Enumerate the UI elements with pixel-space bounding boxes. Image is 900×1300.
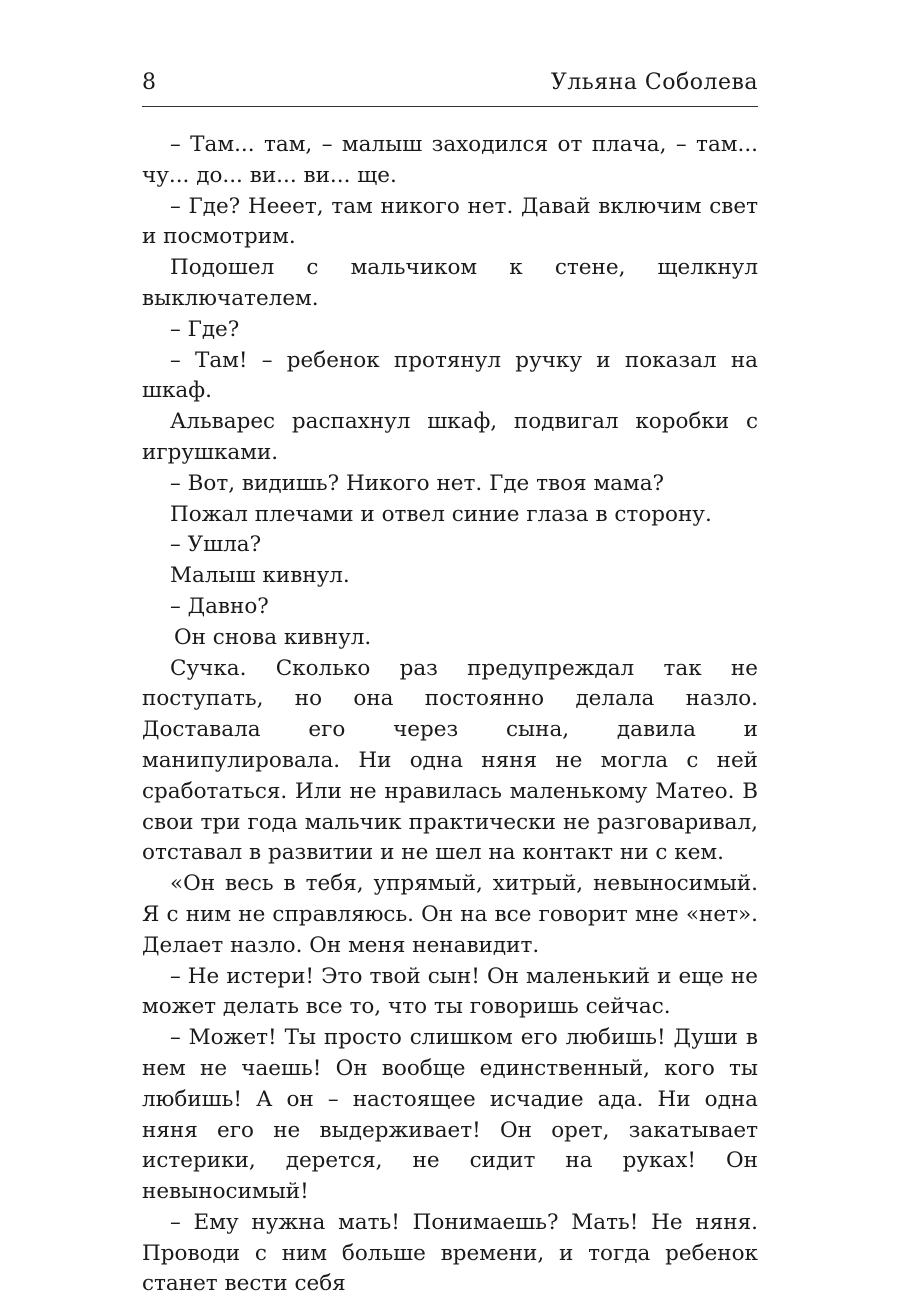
paragraph: «Он весь в тебя, упрямый, хитрый, невыносимый. Я с ним не справляюсь. Он на все говорит мне «нет». Делает назло. Он меня ненавидит. <box>142 871 758 958</box>
author-name: Ульяна Соболева <box>550 70 758 95</box>
paragraph: – Вот, видишь? Никого нет. Где твоя мама? <box>170 470 665 496</box>
paragraph: – Ушла? <box>170 532 262 558</box>
paragraph: – Там! – ребенок протянул ручку и показал на шкаф. <box>142 347 758 404</box>
paragraph: Пожал плечами и отвел синие глаза в сторону. <box>170 501 712 527</box>
paragraph: – Давно? <box>170 593 269 619</box>
paragraph: – Не истери! Это твой сын! Он маленький и еще не может делать все то, что ты говоришь сейчас. <box>142 963 758 1020</box>
running-header <box>142 66 758 107</box>
paragraph: – Ему нужна мать! Понимаешь? Мать! Не няня. Проводи с ним больше времени, и тогда ребенок станет вести себя <box>142 1209 758 1297</box>
page-number: 8 <box>142 70 156 95</box>
paragraph: – Где? Нееет, там никого нет. Давай включим свет и посмотрим. <box>142 193 758 250</box>
paragraph: – Может! Ты просто слишком его любишь! Души в нем не чаешь! Он вообще единственный, кого ты любишь! А он – настоящее исчадие ада. Ни одна няня его не выдерживает! Он орет, закатывает истерики, дерется, не сидит на руках! Он невыносимый! <box>142 1025 758 1205</box>
paragraph: Он снова кивнул. <box>174 624 372 650</box>
paragraph: – Где? <box>170 316 240 342</box>
paragraph: Альварес распахнул шкаф, подвигал коробки с игрушками. <box>142 409 758 465</box>
paragraph: Сучка. Сколько раз предупреждал так не поступать, но она постоянно делала назло. Доставала его через сына, давила и манипулировала. Ни одна няня не могла с ней сработаться. Или не нравилась маленькому Матео. В свои три года мальчик практически не разговаривал, отставал в развитии и не шел на контакт ни с кем. <box>142 655 758 866</box>
paragraph: – Там... там, – малыш заходился от плача, – там... чу... до... ви... ви... ще. <box>142 132 758 188</box>
body-text <box>142 130 758 1300</box>
paragraph: Подошел с мальчиком к стене, щелкнул выключателем. <box>142 255 758 311</box>
paragraph: Малыш кивнул. <box>170 563 350 589</box>
